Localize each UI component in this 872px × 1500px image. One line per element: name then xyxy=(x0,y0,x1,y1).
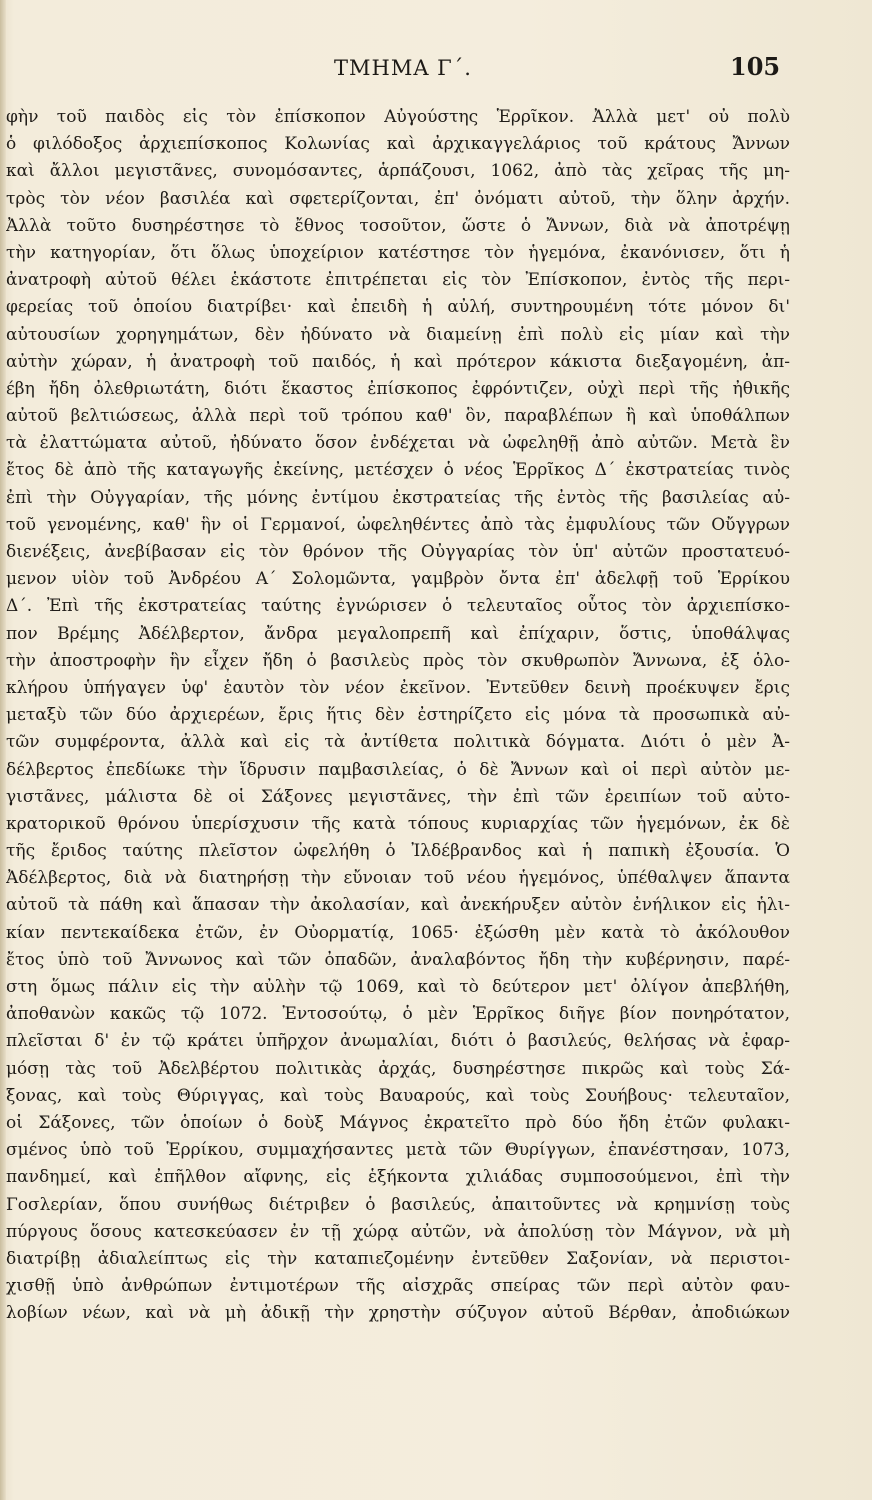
text-line: μόσῃ τὰς τοῦ Ἀδελβέρτου πολιτικὰς ἀρχάς, δυσηρέστησε πικρῶς καὶ τοὺς Σά- xyxy=(6,1058,790,1079)
text-line: αὐτοῦ τὰ πάθη καὶ ἅπασαν τὴν ἀκολασίαν, καὶ ἀνεκήρυξεν αὐτὸν ἐνήλικον εἰς ἡλι- xyxy=(6,895,790,916)
text-line: αὐτὴν χώραν, ἡ ἀνατροφὴ τοῦ παιδός, ἡ καὶ πρότερον κάκιστα διεξαγομένη, ἀπ- xyxy=(6,351,790,372)
text-line: πύργους ὅσους κατεσκεύασεν ἐν τῇ χώρᾳ αὐτῶν, νὰ ἀπολύσῃ τὸν Μάγνον, νὰ μὴ xyxy=(6,1221,790,1242)
text-line: ὁ φιλόδοξος ἀρχιεπίσκοπος Κολωνίας καὶ ἀρχικαγγελάριος τοῦ κράτους Ἄννων xyxy=(6,134,790,155)
page-number: 105 xyxy=(730,52,781,81)
text-line: φὴν τοῦ παιδὸς εἰς τὸν ἐπίσκοπον Αὐγούστης Ἑρρῖκον. Ἀλλὰ μετ' οὐ πολὺ xyxy=(6,107,790,127)
text-line: έβη ἤδη ὀλεθριωτάτη, διότι ἕκαστος ἐπίσκοπος ἐφρόντιζεν, οὐχὶ περὶ τῆς ἠθικῆς xyxy=(6,378,790,399)
text-line: Ἀδέλβερτος, διὰ νὰ διατηρήσῃ τὴν εὔνοιαν τοῦ νέου ἡγεμόνος, ὑπέθαλψεν ἅπαντα xyxy=(6,868,790,889)
text-line: τοῦ γενομένης, καθ' ἣν οἱ Γερμανοί, ὠφεληθέντες ἀπὸ τὰς ἐμφυλίους τῶν Οὔγγρων xyxy=(6,514,790,535)
body-text xyxy=(6,104,790,1327)
text-line: ἀποθανὼν κακῶς τῷ 1072. Ἐντοσούτῳ, ὁ μὲν Ἑρρῖκος διῆγε βίον πονηρότατον, xyxy=(6,1004,790,1025)
running-head: ΤΜΗΜΑ Γ΄. xyxy=(334,56,472,80)
text-line: ξονας, καὶ τοὺς Θύριγγας, καὶ τοὺς Βαυαρούς, καὶ τοὺς Σουήβους· τελευταῖον, xyxy=(6,1085,790,1106)
text-line: τῶν συμφέροντα, ἀλλὰ καὶ εἰς τὰ ἀντίθετα πολιτικὰ δόγματα. Διότι ὁ μὲν Ἀ- xyxy=(6,732,790,753)
text-line: μεταξὺ τῶν δύο ἀρχιερέων, ἔρις ἥτις δὲν ἐστηρίζετο εἰς μόνα τὰ προσωπικὰ αὐ- xyxy=(6,705,790,726)
text-line: τρὸς τὸν νέον βασιλέα καὶ σφετερίζονται, ἐπ' ὀνόματι αὐτοῦ, τὴν ὅλην ἀρχήν. xyxy=(6,188,790,209)
text-line: φερείας τοῦ ὁποίου διατρίβει· καὶ ἐπειδὴ ἡ αὐλή, συντηρουμένη τότε μόνον δι' xyxy=(6,297,790,318)
text-line: μενον υἱὸν τοῦ Ἀνδρέου Α΄ Σολομῶντα, γαμβρὸν ὄντα ἐπ' ἀδελφῇ τοῦ Ἑρρίκου xyxy=(6,569,790,590)
text-line: κίαν πεντεκαίδεκα ἐτῶν, ἐν Οὐορματίᾳ, 1065· ἐξώσθη μὲν κατὰ τὸ ἀκόλουθον xyxy=(6,922,790,943)
text-line: καὶ ἄλλοι μεγιστᾶνες, συνομόσαντες, ἁρπάζουσι, 1062, ἀπὸ τὰς χεῖρας τῆς μη- xyxy=(6,161,790,182)
text-line: κλήρου ὑπήγαγεν ὑφ' ἑαυτὸν τὸν νέον ἐκεῖνον. Ἐντεῦθεν δεινὴ προέκυψεν ἔρις xyxy=(6,677,790,698)
text-line: κρατορικοῦ θρόνου ὑπερίσχυσιν τῆς κατὰ τόπους κυριαρχίας τῶν ἡγεμόνων, ἐκ δὲ xyxy=(6,813,790,834)
text-line: Γοσλερίαν, ὅπου συνήθως διέτριβεν ὁ βασιλεύς, ἀπαιτοῦντες νὰ κρημνίσῃ τοὺς xyxy=(6,1194,790,1215)
text-line: χισθῇ ὑπὸ ἀνθρώπων ἐντιμοτέρων τῆς αἰσχρᾶς σπείρας τῶν περὶ αὐτὸν φαυ- xyxy=(6,1276,790,1297)
text-line: διατρίβῃ ἀδιαλείπτως εἰς τὴν καταπιεζομένην ἐντεῦθεν Σαξονίαν, νὰ περιστοι- xyxy=(6,1248,790,1269)
text-line: τὴν ἀποστροφὴν ἣν εἶχεν ἤδη ὁ βασιλεὺς πρὸς τὸν σκυθρωπὸν Ἄννωνα, ἐξ ὁλο- xyxy=(6,650,790,671)
text-line: λοβίων νέων, καὶ νὰ μὴ ἀδικῇ τὴν χρηστὴν σύζυγον αὐτοῦ Βέρθαν, ἀποδιώκων xyxy=(6,1303,790,1324)
text-line: διενέξεις, ἀνεβίβασαν εἰς τὸν θρόνον τῆς Οὐγγαρίας τὸν ὑπ' αὐτῶν προστατευό- xyxy=(6,542,790,562)
text-line: Δ΄. Ἐπὶ τῆς ἐκστρατείας ταύτης ἐγνώρισεν ὁ τελευταῖος οὗτος τὸν ἀρχιεπίσκο- xyxy=(6,596,790,617)
text-line: ἔτος ὑπὸ τοῦ Ἄννωνος καὶ τῶν ὀπαδῶν, ἀναλαβόντος ἤδη τὴν κυβέρνησιν, παρέ- xyxy=(6,949,790,970)
text-line: τὴν κατηγορίαν, ὅτι ὅλως ὑποχείριον κατέστησε τὸν ἡγεμόνα, ἐκανόνισεν, ὅτι ἡ xyxy=(6,242,790,263)
text-line: δέλβερτος ἐπεδίωκε τὴν ἵδρυσιν παμβασιλείας, ὁ δὲ Ἄννων καὶ οἱ περὶ αὐτὸν με- xyxy=(6,759,790,780)
text-line: σμένος ὑπὸ τοῦ Ἑρρίκου, συμμαχήσαντες μετὰ τῶν Θυρίγγων, ἐπανέστησαν, 1073, xyxy=(6,1140,790,1161)
text-line: τῆς ἔριδος ταύτης πλεῖστον ὠφελήθη ὁ Ἰλδέβρανδος καὶ ἡ παπικὴ ἐξουσία. Ὁ xyxy=(6,841,790,862)
text-line: Ἀλλὰ τοῦτο δυσηρέστησε τὸ ἔθνος τοσοῦτον, ὥστε ὁ Ἄννων, διὰ νὰ ἀποτρέψῃ xyxy=(6,215,790,236)
text-line: πανδημεί, καὶ ἐπῆλθον αἴφνης, εἰς ἑξήκοντα χιλιάδας συμποσούμενοι, ἐπὶ τὴν xyxy=(6,1167,790,1188)
text-line: οἱ Σάξονες, τῶν ὁποίων ὁ δοὺξ Μάγνος ἐκρατεῖτο πρὸ δύο ἤδη ἐτῶν φυλακι- xyxy=(6,1112,790,1133)
text-line: πλεῖσται δ' ἐν τῷ κράτει ὑπῆρχον ἀνωμαλίαι, διότι ὁ βασιλεύς, θελήσας νὰ ἐφαρ- xyxy=(6,1031,790,1052)
text-line: γιστᾶνες, μάλιστα δὲ οἱ Σάξονες μεγιστᾶνες, τὴν ἐπὶ τῶν ἐρειπίων τοῦ αὐτο- xyxy=(6,786,790,807)
text-line: ἐπὶ τὴν Οὐγγαρίαν, τῆς μόνης ἐντίμου ἐκστρατείας τῆς ἐντὸς τῆς βασιλείας αὐ- xyxy=(6,487,790,508)
text-line: πον Βρέμης Ἀδέλβερτον, ἄνδρα μεγαλοπρεπῆ καὶ ἐπίχαριν, ὅστις, ὑποθάλψας xyxy=(6,623,790,644)
text-line: ἀνατροφὴ αὐτοῦ θέλει ἑκάστοτε ἐπιτρέπεται εἰς τὸν Ἐπίσκοπον, ἐντὸς τῆς περι- xyxy=(6,270,790,291)
page-header xyxy=(0,52,872,92)
text-line: αὐτουσίων χορηγημάτων, δὲν ἠδύνατο νὰ διαμείνῃ ἐπὶ πολὺ εἰς μίαν καὶ τὴν xyxy=(6,324,790,345)
text-line: ἔτος δὲ ἀπὸ τῆς καταγωγῆς ἐκείνης, μετέσχεν ὁ νέος Ἑρρῖκος Δ΄ ἐκστρατείας τινὸς xyxy=(6,460,790,481)
text-line: αὐτοῦ βελτιώσεως, ἀλλὰ περὶ τοῦ τρόπου καθ' ὃν, παραβλέπων ἢ καὶ ὑποθάλπων xyxy=(6,406,790,427)
text-line: στη ὅμως πάλιν εἰς τὴν αὐλὴν τῷ 1069, καὶ τὸ δεύτερον μετ' ὀλίγον ἀπεβλήθη, xyxy=(6,977,790,997)
text-line: τὰ ἐλαττώματα αὐτοῦ, ἠδύνατο ὅσον ἐνδέχεται νὰ ὠφεληθῇ ἀπὸ αὐτῶν. Μετὰ ἓν xyxy=(6,433,790,454)
